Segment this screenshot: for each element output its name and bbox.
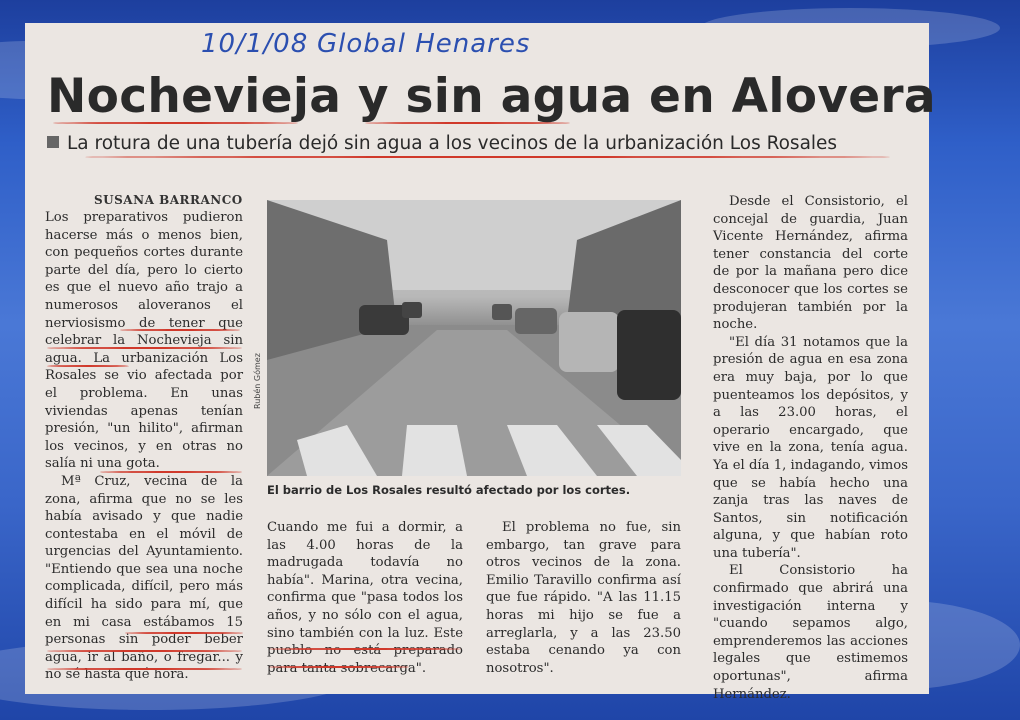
underline-mark	[269, 666, 409, 668]
paragraph: El problema no fue, sin embargo, tan grave para otros vecinos de la zona. Emilio Taravillo confirma así que fue rápido. "A las 11.15 horas mi hijo se fue a arreglarla, y a las 23.50 estaba cenando ya con nosotros".	[486, 520, 681, 676]
underline-mark	[47, 650, 242, 652]
handwritten-date: 10/1/08	[201, 29, 309, 59]
subheadline	[47, 133, 837, 154]
underline-mark	[365, 122, 570, 124]
photo-credit: Rubén Gómez	[253, 353, 262, 409]
underline-mark	[120, 329, 240, 331]
newspaper-clipping	[25, 23, 936, 702]
byline: SUSANA BARRANCO	[94, 193, 243, 207]
underline-mark	[85, 156, 890, 158]
handwritten-source: Global Henares	[317, 29, 531, 59]
column-4	[713, 193, 908, 703]
underline-mark	[53, 122, 298, 124]
paragraph: Desde el Consistorio, el concejal de guardia, Juan Vicente Hernández, afirma tener constancia del corte de por la mañana pero dice desconocer que los cortes se produjeran también por la noche.	[713, 194, 908, 333]
column-2	[267, 519, 463, 677]
underline-mark	[269, 648, 461, 650]
street-photo-image	[267, 200, 681, 476]
paragraph: Los preparativos pudieron hacerse más o menos bien, con pequeños cortes durante parte del día, pero lo cierto es que el nuevo año trajo a numerosos aloveranos el nerviosismo de tener que celebrar la Nochevieja sin agua. La urbanización Los Rosales se vio afectada por el problema. En unas viviendas apenas tenían presión, "un hilito", afirman los vecinos, y en otras no salía ni una gota.	[45, 210, 243, 472]
underline-mark	[47, 668, 242, 670]
underline-mark	[100, 471, 242, 473]
paragraph: Mª Cruz, vecina de la zona, afirma que no se les había avisado y que nadie contestaba en el móvil de urgencias del Ayuntamiento. "Entiendo que sea una noche complicada, difícil, pero más difícil ha sido para mí, que en mi casa estábamos 15 personas sin poder beber agua, ir al baño, o fregar... y no sé hasta qué hora.	[45, 473, 243, 683]
bullet-square-icon	[47, 136, 59, 148]
underline-mark	[47, 347, 242, 349]
paragraph: "El día 31 notamos que la presión de agua en esa zona era muy baja, por lo que puenteamos los depósitos, y a las 23.00 horas, el operario encargado, que vive en la zona, tenía agua. Ya el día 1, indagando, vimos que se había hecho una zanja tras las naves de Santos, sin notificación alguna, y que habían roto una tubería".	[713, 334, 908, 561]
headline: Nochevieja y sin agua en Alovera	[47, 69, 936, 124]
underline-mark	[47, 365, 129, 367]
paragraph: El Consistorio ha confirmado que abrirá una investigación interna y "cuando sepamos algo, emprenderemos las acciones legales que estimemos oportunas", afirma Hernández.	[713, 563, 908, 702]
photo-caption: El barrio de Los Rosales resultó afectado por los cortes.	[267, 483, 631, 497]
underline-mark	[125, 632, 243, 634]
paragraph: Cuando me fui a dormir, a las 4.00 horas de la madrugada todavía no había". Marina, otra vecina, confirma que "pasa todos los años, y no sólo con el agua, sino también con la luz. Este pueblo no está preparado para tanta sobrecarga".	[267, 520, 463, 676]
subheadline-text: La rotura de una tubería dejó sin agua a los vecinos de la urbanización Los Rosales	[67, 133, 838, 154]
street-photo	[267, 200, 681, 476]
column-1	[45, 209, 243, 684]
column-3	[486, 519, 681, 677]
